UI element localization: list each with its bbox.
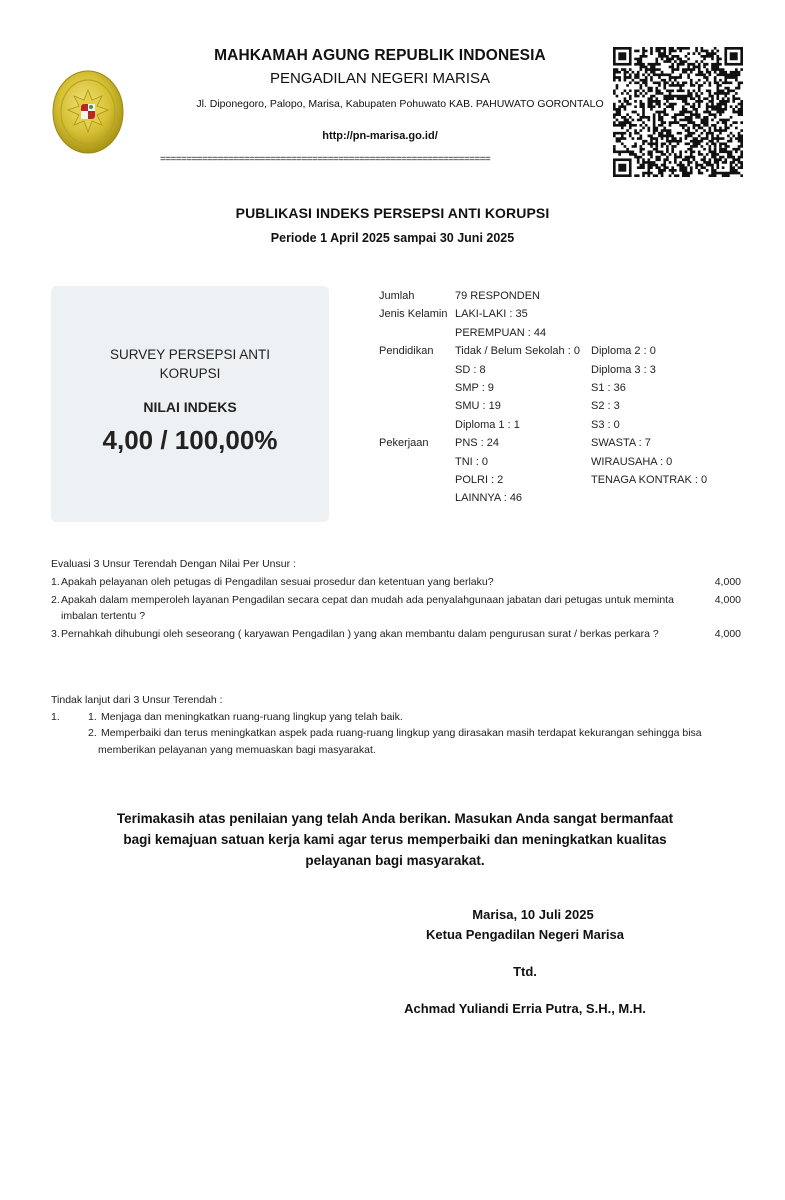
stats-education-item: S3 : 0 [591,418,620,431]
stats-job-item: WIRAUSAHA : 0 [591,455,673,468]
signatory-name: Achmad Yuliandi Erria Putra, S.H., M.H. [404,1001,646,1016]
thank-you-message: Terimakasih atas penilaian yang telah Anda berikan. Masukan Anda sangat bermanfaat bagi kemajuan satuan kerja kami agar terus memperbaiki dan meningkatkan kualitas pelayanan bagi masyarakat. [116,811,674,868]
evaluation-item-number: 2. [51,593,60,606]
stats-label-job: Pekerjaan [379,437,429,450]
stats-label-total: Jumlah [379,290,415,302]
qr-finder-pattern [613,158,632,177]
evaluation-item-score: 4,000 [714,575,741,588]
qr-code-icon [613,47,743,177]
follow-up-heading: Tindak lanjut dari 3 Unsur Terendah : [51,694,223,706]
evaluation-item-text: Apakah pelayanan oleh petugas di Pengadilan sesuai prosedur dan ketentuan yang berlaku? [61,575,494,588]
court-emblem-icon [52,70,124,154]
institution-name: MAHKAMAH AGUNG REPUBLIK INDONESIA [214,47,546,64]
follow-up-section [51,692,711,758]
index-card-subtitle: SURVEY PERSEPSI ANTI KORUPSI [109,347,271,381]
signature-signed: Ttd. [513,964,537,979]
stats-job-item: PNS : 24 [455,437,500,450]
document-period: Periode 1 April 2025 sampai 30 Juni 2025 [270,231,515,245]
stats-education-item: Diploma 2 : 0 [591,345,656,358]
stats-job-item: LAINNYA : 46 [455,492,523,505]
follow-up-item [88,709,711,726]
evaluation-item-score: 4,000 [714,628,741,640]
stats-label-gender: Jenis Kelamin [379,308,448,321]
stats-value-total: 79 RESPONDEN [455,290,540,302]
signature-place-date: Marisa, 10 Juli 2025 [472,907,594,922]
follow-up-item [88,725,711,758]
stats-education-item: SD : 8 [455,363,486,376]
header-separator: =============================================================== [160,154,491,165]
court-website-link[interactable]: http://pn-marisa.go.id/ [322,130,438,142]
stats-job-item: TNI : 0 [455,455,489,468]
stats-job-item: SWASTA : 7 [591,437,651,450]
signature-role: Ketua Pengadilan Negeri Marisa [426,927,624,942]
stats-education-item: Tidak / Belum Sekolah : 0 [455,345,580,358]
index-card [51,286,329,522]
evaluation-item [51,574,741,591]
stats-education-item: S1 : 36 [591,381,626,394]
stats-education-item: S2 : 3 [591,400,620,413]
stats-education-item: Diploma 1 : 1 [455,418,520,431]
evaluation-item-text: Pernahkah dihubungi oleh seseorang ( karyawan Pengadilan ) yang akan membantu dalam pengurusan surat / berkas perkara ? [61,628,659,640]
stats-gender-male: LAKI-LAKI : 35 [455,308,528,321]
evaluation-item-text: Apakah dalam memperoleh layanan Pengadilan secara cepat dan mudah ada penyalahgunaan jabatan dari petugas untuk meminta imbalan tertentu ? [61,593,674,622]
stats-gender-female: PEREMPUAN : 44 [455,326,547,339]
stats-education-item: Diploma 3 : 3 [591,363,656,376]
evaluation-section [51,556,741,643]
index-card-value: 4,00 / 100,00% [102,425,278,455]
document-title: PUBLIKASI INDEKS PERSEPSI ANTI KORUPSI [235,205,550,221]
stats-job-item: TENAGA KONTRAK : 0 [591,473,708,486]
court-name: PENGADILAN NEGERI MARISA [269,70,491,87]
follow-up-item-number: 2. [88,727,97,739]
evaluation-item-number: 1. [51,575,60,588]
index-card-label: NILAI INDEKS [143,399,237,415]
qr-finder-pattern [613,47,632,66]
court-address: Jl. Diponegoro, Palopo, Marisa, Kabupaten Pohuwato KAB. PAHUWATO GORONTALO [196,98,604,110]
qr-finder-pattern [724,47,743,66]
evaluation-heading: Evaluasi 3 Unsur Terendah Dengan Nilai Per Unsur : [51,558,296,570]
stats-education-item: SMP : 9 [455,381,494,394]
follow-up-outer-number: 1. [51,710,60,723]
follow-up-item-text: Menjaga dan meningkatkan ruang-ruang lingkup yang telah baik. [101,710,403,723]
stats-job-item: POLRI : 2 [455,473,504,486]
evaluation-item [51,592,741,625]
stats-education-item: SMU : 19 [455,400,501,413]
evaluation-item-score: 4,000 [714,593,741,606]
follow-up-list [51,709,711,759]
stats-label-education: Pendidikan [379,345,434,358]
follow-up-item-number: 1. [88,710,97,723]
qr-modules [613,47,743,177]
follow-up-item-text: Memperbaiki dan terus meningkatkan aspek pada ruang-ruang lingkup yang dirasakan masih terdapat kekurangan sehingga bisa memberikan pelayanan yang memuaskan bagi masyarakat. [98,727,702,756]
evaluation-item [51,626,741,643]
evaluation-item-number: 3. [51,628,60,640]
